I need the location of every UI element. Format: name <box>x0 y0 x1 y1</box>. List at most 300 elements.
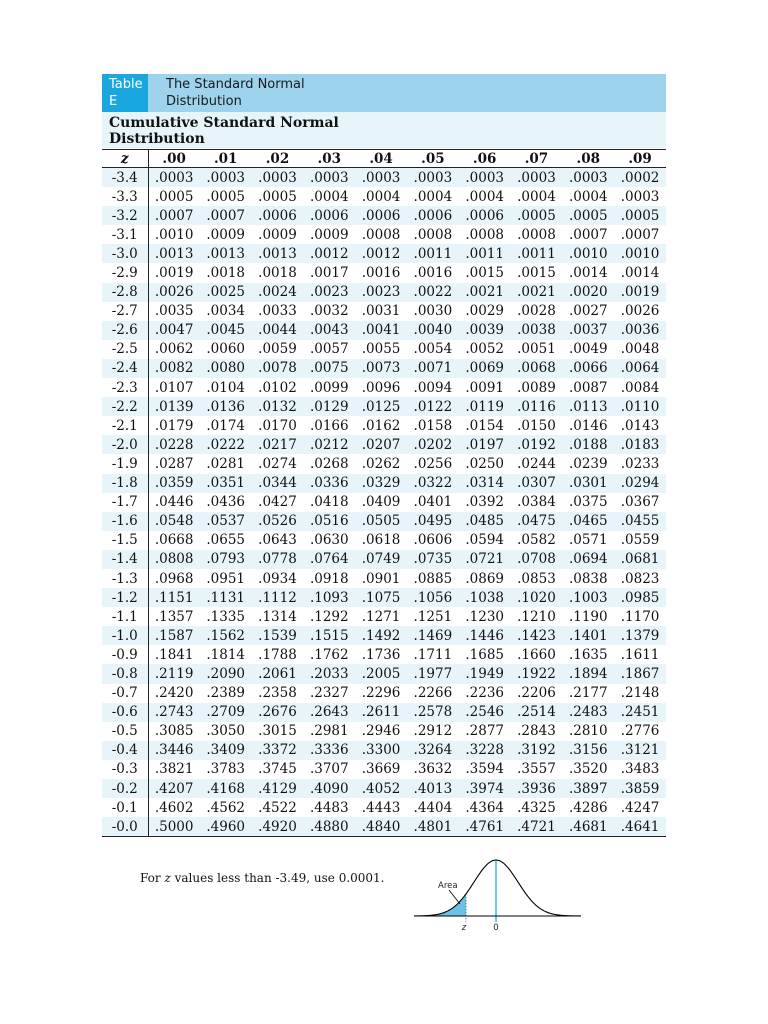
probability-cell: .1230 <box>465 608 504 625</box>
z-value-cell: -2.9 <box>102 263 148 282</box>
probability-cell: .3372 <box>252 741 304 760</box>
probability-cell: .0080 <box>200 359 252 378</box>
probability-cell: .1251 <box>413 608 453 625</box>
z-value-cell: -0.0 <box>102 817 148 837</box>
probability-cell: .0336 <box>303 474 355 493</box>
probability-cell: .2148 <box>620 685 660 702</box>
probability-cell: .0207 <box>355 435 407 454</box>
probability-cell: .0003 <box>355 168 407 188</box>
probability-cell: .3520 <box>568 761 608 778</box>
probability-cell: .0139 <box>148 397 200 416</box>
probability-cell: .3974 <box>459 779 511 798</box>
probability-cell: .4404 <box>413 799 453 816</box>
table-row <box>102 359 666 378</box>
probability-cell: .0031 <box>361 303 401 320</box>
probability-cell: .0068 <box>511 359 563 378</box>
probability-cell: .0045 <box>200 321 252 340</box>
probability-cell: .0004 <box>517 188 556 205</box>
probability-cell: .3557 <box>517 761 556 778</box>
table-row <box>102 664 666 683</box>
table-row <box>102 760 666 779</box>
probability-cell: .1357 <box>154 608 194 625</box>
probability-cell: .2709 <box>200 703 252 722</box>
probability-cell: .0455 <box>614 512 666 531</box>
z-value-cell: -2.7 <box>102 302 148 321</box>
z-value-cell: -1.2 <box>102 588 148 607</box>
probability-cell: .1151 <box>148 588 200 607</box>
probability-cell: .0005 <box>154 188 194 205</box>
probability-cell: .2119 <box>148 664 200 683</box>
probability-cell: .0104 <box>206 379 246 396</box>
probability-cell: .1401 <box>562 626 614 645</box>
z-value-cell: -2.1 <box>102 416 148 435</box>
probability-cell: .0018 <box>206 265 246 282</box>
probability-cell: .4840 <box>355 817 407 837</box>
probability-cell: .0823 <box>620 570 660 587</box>
probability-cell: .0749 <box>355 550 407 569</box>
probability-cell: .0005 <box>614 206 666 225</box>
probability-cell: .0062 <box>154 341 194 358</box>
probability-cell: .0778 <box>252 550 304 569</box>
probability-cell: .0099 <box>309 379 349 396</box>
probability-cell: .0014 <box>620 265 660 282</box>
probability-cell: .0606 <box>413 532 453 549</box>
probability-cell: .0082 <box>148 359 200 378</box>
probability-cell: .0516 <box>303 512 355 531</box>
probability-cell: .0025 <box>200 283 252 302</box>
probability-cell: .3015 <box>258 723 297 740</box>
z-value-cell: -2.5 <box>102 340 148 359</box>
probability-cell: .0004 <box>413 188 453 205</box>
probability-cell: .0571 <box>568 532 608 549</box>
table-row <box>102 798 666 817</box>
probability-cell: .0102 <box>258 379 297 396</box>
probability-cell: .3821 <box>154 761 194 778</box>
probability-cell: .0011 <box>459 244 511 263</box>
column-header: .07 <box>511 150 563 168</box>
probability-cell: .0047 <box>148 321 200 340</box>
probability-cell: .1020 <box>511 588 563 607</box>
probability-cell: .0066 <box>562 359 614 378</box>
probability-cell: .1423 <box>511 626 563 645</box>
probability-cell: .4090 <box>303 779 355 798</box>
probability-cell: .2676 <box>252 703 304 722</box>
probability-cell: .0233 <box>620 455 660 472</box>
probability-cell: .0212 <box>303 435 355 454</box>
probability-cell: .2546 <box>459 703 511 722</box>
probability-cell: .0008 <box>413 226 453 243</box>
probability-cell: .0183 <box>614 435 666 454</box>
probability-cell: .3085 <box>154 723 194 740</box>
probability-cell: .0004 <box>568 188 608 205</box>
table-row <box>102 474 666 493</box>
probability-cell: .0150 <box>517 417 556 434</box>
probability-cell: .3050 <box>206 723 246 740</box>
probability-cell: .1539 <box>252 626 304 645</box>
table-row <box>102 588 666 607</box>
probability-cell: .0013 <box>200 244 252 263</box>
probability-cell: .0035 <box>154 303 194 320</box>
probability-cell: .0485 <box>459 512 511 531</box>
z-value-cell: -3.0 <box>102 244 148 263</box>
table-row <box>102 454 666 473</box>
table-row <box>102 302 666 321</box>
probability-cell: .2578 <box>407 703 459 722</box>
probability-cell: .3156 <box>562 741 614 760</box>
probability-cell: .3936 <box>511 779 563 798</box>
probability-cell: .1492 <box>355 626 407 645</box>
probability-cell: .0010 <box>614 244 666 263</box>
probability-cell: .0158 <box>413 417 453 434</box>
table-row <box>102 225 666 244</box>
probability-cell: .0694 <box>562 550 614 569</box>
probability-cell: .0170 <box>258 417 297 434</box>
probability-cell: .2776 <box>620 723 660 740</box>
probability-cell: .0113 <box>562 397 614 416</box>
probability-cell: .0013 <box>252 244 304 263</box>
table-row <box>102 607 666 626</box>
probability-cell: .1469 <box>407 626 459 645</box>
z-value-cell: -1.3 <box>102 569 148 588</box>
probability-cell: .0012 <box>303 244 355 263</box>
probability-cell: .0030 <box>413 303 453 320</box>
probability-cell: .0418 <box>309 494 349 511</box>
probability-cell: .0026 <box>148 283 200 302</box>
probability-cell: .0239 <box>568 455 608 472</box>
probability-cell: .0014 <box>568 265 608 282</box>
probability-cell: .1271 <box>361 608 401 625</box>
probability-cell: .0006 <box>407 206 459 225</box>
column-header-row <box>102 150 666 168</box>
z-value-cell: -0.7 <box>102 684 148 703</box>
probability-cell: .0735 <box>407 550 459 569</box>
probability-cell: .0110 <box>614 397 666 416</box>
probability-cell: .3192 <box>511 741 563 760</box>
probability-cell: .0011 <box>407 244 459 263</box>
probability-cell: .0038 <box>511 321 563 340</box>
probability-cell: .0005 <box>206 188 246 205</box>
table-row <box>102 779 666 798</box>
probability-cell: .0059 <box>258 341 297 358</box>
probability-cell: .4641 <box>614 817 666 837</box>
column-header: .04 <box>355 150 407 168</box>
probability-cell: .0329 <box>355 474 407 493</box>
subtitle-band <box>102 112 666 148</box>
probability-cell: .4013 <box>407 779 459 798</box>
probability-cell: .0793 <box>200 550 252 569</box>
probability-cell: .1379 <box>614 626 666 645</box>
probability-cell: .0708 <box>511 550 563 569</box>
probability-cell: .0008 <box>465 226 504 243</box>
probability-cell: .0505 <box>355 512 407 531</box>
probability-cell: .0250 <box>465 455 504 472</box>
probability-cell: .0005 <box>562 206 614 225</box>
probability-cell: .0005 <box>258 188 297 205</box>
probability-cell: .4681 <box>562 817 614 837</box>
column-header: .01 <box>200 150 252 168</box>
shaded-area <box>414 894 466 916</box>
table-row <box>102 244 666 263</box>
probability-cell: .2420 <box>154 685 194 702</box>
probability-cell: .0901 <box>361 570 401 587</box>
footnote-suffix: values less than -3.49, use 0.0001. <box>170 871 385 885</box>
probability-cell: .3446 <box>148 741 200 760</box>
probability-cell: .0192 <box>511 435 563 454</box>
probability-cell: .0116 <box>511 397 563 416</box>
probability-cell: .0119 <box>459 397 511 416</box>
probability-cell: .1841 <box>154 646 194 663</box>
probability-cell: .2810 <box>568 723 608 740</box>
probability-cell: .0015 <box>517 265 556 282</box>
probability-cell: .4207 <box>148 779 200 798</box>
probability-cell: .0968 <box>154 570 194 587</box>
probability-cell: .0006 <box>303 206 355 225</box>
probability-cell: .4286 <box>568 799 608 816</box>
probability-cell: .2206 <box>517 685 556 702</box>
probability-cell: .0314 <box>459 474 511 493</box>
table-row <box>102 817 666 837</box>
z-value-cell: -0.2 <box>102 779 148 798</box>
probability-cell: .0934 <box>258 570 297 587</box>
probability-cell: .0034 <box>206 303 246 320</box>
probability-cell: .1736 <box>361 646 401 663</box>
column-header: .00 <box>148 150 200 168</box>
table-row <box>102 569 666 588</box>
table-row <box>102 416 666 435</box>
probability-cell: .2090 <box>200 664 252 683</box>
probability-cell: .0028 <box>517 303 556 320</box>
probability-cell: .0032 <box>309 303 349 320</box>
probability-cell: .0007 <box>200 206 252 225</box>
table-row <box>102 168 666 188</box>
probability-cell: .4483 <box>309 799 349 816</box>
footnote-prefix: For <box>140 871 165 885</box>
table-row <box>102 722 666 741</box>
probability-cell: .0091 <box>465 379 504 396</box>
probability-cell: .2981 <box>309 723 349 740</box>
probability-cell: .0007 <box>568 226 608 243</box>
probability-cell: .1314 <box>258 608 297 625</box>
probability-cell: .2611 <box>355 703 407 722</box>
probability-cell: .2946 <box>361 723 401 740</box>
probability-cell: .2483 <box>562 703 614 722</box>
probability-cell: .0016 <box>361 265 401 282</box>
probability-cell: .0162 <box>361 417 401 434</box>
probability-cell: .0307 <box>511 474 563 493</box>
probability-cell: .0060 <box>206 341 246 358</box>
probability-cell: .0853 <box>517 570 556 587</box>
z-value-cell: -2.8 <box>102 283 148 302</box>
probability-cell: .2266 <box>413 685 453 702</box>
probability-cell: .0044 <box>252 321 304 340</box>
probability-cell: .1788 <box>258 646 297 663</box>
table-row <box>102 397 666 416</box>
probability-cell: .0023 <box>303 283 355 302</box>
probability-cell: .0087 <box>568 379 608 396</box>
z-value-cell: -2.6 <box>102 321 148 340</box>
probability-cell: .1446 <box>459 626 511 645</box>
table-row <box>102 512 666 531</box>
probability-cell: .0344 <box>252 474 304 493</box>
probability-cell: .0003 <box>459 168 511 188</box>
probability-cell: .0495 <box>407 512 459 531</box>
z-value-cell: -1.5 <box>102 531 148 550</box>
probability-cell: .2296 <box>361 685 401 702</box>
probability-cell: .4801 <box>407 817 459 837</box>
probability-cell: .0643 <box>258 532 297 549</box>
probability-cell: .0094 <box>413 379 453 396</box>
probability-cell: .1335 <box>206 608 246 625</box>
probability-cell: .4325 <box>517 799 556 816</box>
probability-cell: .0154 <box>465 417 504 434</box>
probability-cell: .0618 <box>361 532 401 549</box>
probability-cell: .0020 <box>562 283 614 302</box>
probability-cell: .1131 <box>200 588 252 607</box>
probability-cell: .1038 <box>459 588 511 607</box>
probability-cell: .0003 <box>252 168 304 188</box>
probability-cell: .1093 <box>303 588 355 607</box>
probability-cell: .0526 <box>252 512 304 531</box>
probability-cell: .3783 <box>206 761 246 778</box>
probability-cell: .0018 <box>258 265 297 282</box>
normal-curve-figure <box>410 852 585 934</box>
probability-cell: .1112 <box>252 588 304 607</box>
probability-cell: .2514 <box>511 703 563 722</box>
probability-cell: .0256 <box>413 455 453 472</box>
z-value-cell: -1.8 <box>102 474 148 493</box>
probability-cell: .0041 <box>355 321 407 340</box>
z-value-cell: -1.9 <box>102 454 148 473</box>
table-label: Table E <box>102 74 148 112</box>
probability-cell: .1190 <box>568 608 608 625</box>
probability-cell: .0075 <box>303 359 355 378</box>
probability-cell: .0630 <box>309 532 349 549</box>
probability-cell: .0384 <box>517 494 556 511</box>
probability-cell: .0359 <box>148 474 200 493</box>
probability-cell: .0228 <box>148 435 200 454</box>
z-value-cell: -0.8 <box>102 664 148 683</box>
table-row <box>102 340 666 359</box>
z-value-cell: -3.3 <box>102 187 148 206</box>
probability-cell: .0681 <box>614 550 666 569</box>
probability-cell: .0037 <box>562 321 614 340</box>
probability-cell: .2177 <box>568 685 608 702</box>
probability-cell: .2061 <box>252 664 304 683</box>
z-value-cell: -1.0 <box>102 626 148 645</box>
probability-cell: .0017 <box>309 265 349 282</box>
probability-cell: .0007 <box>620 226 660 243</box>
probability-cell: .0537 <box>200 512 252 531</box>
probability-cell: .0026 <box>620 303 660 320</box>
probability-cell: .0003 <box>511 168 563 188</box>
column-header: .02 <box>252 150 304 168</box>
probability-cell: .0202 <box>407 435 459 454</box>
z-value-cell: -2.4 <box>102 359 148 378</box>
z-value-cell: -2.0 <box>102 435 148 454</box>
z-value-cell: -2.3 <box>102 378 148 397</box>
probability-cell: .0024 <box>252 283 304 302</box>
probability-cell: .0006 <box>252 206 304 225</box>
table-header-bar <box>102 74 666 112</box>
probability-cell: .0559 <box>620 532 660 549</box>
probability-cell: .0055 <box>361 341 401 358</box>
probability-cell: .0465 <box>562 512 614 531</box>
probability-cell: .0217 <box>252 435 304 454</box>
probability-cell: .0003 <box>407 168 459 188</box>
probability-cell: .0057 <box>309 341 349 358</box>
probability-cell: .0013 <box>148 244 200 263</box>
probability-cell: .2643 <box>303 703 355 722</box>
probability-cell: .1894 <box>562 664 614 683</box>
probability-cell: .3707 <box>309 761 349 778</box>
probability-cell: .5000 <box>148 817 200 837</box>
probability-cell: .0274 <box>258 455 297 472</box>
probability-cell: .0015 <box>465 265 504 282</box>
table-row <box>102 703 666 722</box>
probability-cell: .0132 <box>252 397 304 416</box>
table-row <box>102 550 666 569</box>
probability-cell: .0010 <box>154 226 194 243</box>
probability-cell: .0040 <box>407 321 459 340</box>
probability-cell: .0392 <box>465 494 504 511</box>
probability-cell: .0003 <box>562 168 614 188</box>
probability-cell: .1867 <box>614 664 666 683</box>
probability-cell: .0188 <box>562 435 614 454</box>
probability-cell: .0084 <box>620 379 660 396</box>
probability-cell: .1711 <box>413 646 453 663</box>
probability-cell: .0764 <box>303 550 355 569</box>
probability-cell: .4364 <box>465 799 504 816</box>
area-pointer <box>449 890 460 904</box>
probability-cell: .0136 <box>200 397 252 416</box>
probability-cell: .0049 <box>568 341 608 358</box>
probability-cell: .1762 <box>309 646 349 663</box>
probability-cell: .4168 <box>200 779 252 798</box>
probability-cell: .1611 <box>620 646 660 663</box>
probability-cell: .2743 <box>148 703 200 722</box>
probability-cell: .0655 <box>206 532 246 549</box>
probability-cell: .0262 <box>361 455 401 472</box>
probability-cell: .0009 <box>309 226 349 243</box>
probability-cell: .0096 <box>361 379 401 396</box>
probability-cell: .1210 <box>517 608 556 625</box>
probability-cell: .0069 <box>459 359 511 378</box>
probability-cell: .3897 <box>562 779 614 798</box>
probability-cell: .1922 <box>511 664 563 683</box>
probability-cell: .1949 <box>459 664 511 683</box>
probability-cell: .0036 <box>614 321 666 340</box>
probability-cell: .0023 <box>355 283 407 302</box>
probability-cell: .1056 <box>407 588 459 607</box>
probability-cell: .3409 <box>200 741 252 760</box>
zero-axis-label: 0 <box>493 923 499 933</box>
probability-cell: .2327 <box>309 685 349 702</box>
probability-cell: .0146 <box>568 417 608 434</box>
z-value-cell: -0.1 <box>102 798 148 817</box>
probability-cell: .0010 <box>562 244 614 263</box>
probability-cell: .0009 <box>206 226 246 243</box>
probability-cell: .0004 <box>309 188 349 205</box>
z-value-cell: -0.9 <box>102 645 148 664</box>
z-column-header: z <box>102 150 148 168</box>
probability-cell: .0078 <box>252 359 304 378</box>
probability-cell: .3745 <box>258 761 297 778</box>
probability-cell: .0375 <box>568 494 608 511</box>
probability-cell: .1292 <box>309 608 349 625</box>
probability-cell: .0125 <box>355 397 407 416</box>
probability-cell: .4960 <box>200 817 252 837</box>
probability-cell: .0073 <box>355 359 407 378</box>
